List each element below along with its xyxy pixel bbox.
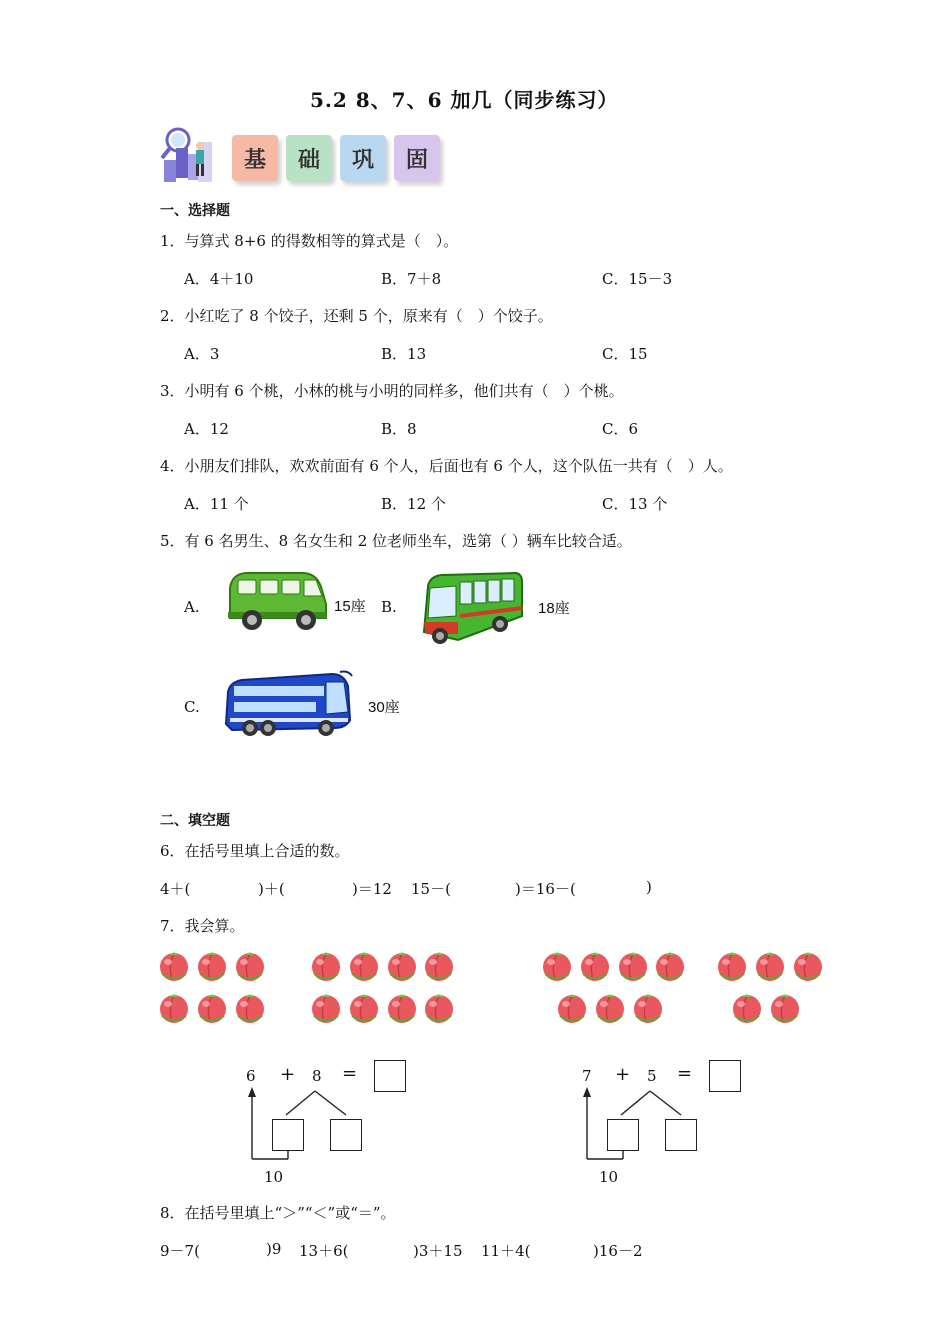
peach-icon [579,950,611,982]
banner-tile-3: 巩 [340,135,386,181]
question-1-option-a: A．4＋10 [184,270,254,288]
peach-icon [386,992,418,1024]
eq2-split-box-right[interactable] [665,1119,697,1151]
question-3-option-a: A．12 [184,420,229,438]
peach-icon [158,992,190,1024]
question-2-option-c: C．15 [602,345,648,363]
peach-icon [234,992,266,1024]
question-6-part-2: )＋( [258,880,285,898]
peach-icon [158,950,190,982]
question-8-part-6: )16－2 [593,1242,643,1260]
eq2-plus: + [615,1064,631,1085]
question-8-part-3: 13＋6( [299,1242,349,1260]
question-5-stem: 5．有 6 名男生、8 名女生和 2 位老师坐车，选第（ ）辆车比较合适。 [160,532,632,550]
peach-icon [386,950,418,982]
question-1-option-c: C．15－3 [602,270,673,288]
question-8-stem: 8．在括号里填上“＞”“＜”或“＝”。 [160,1204,396,1222]
question-3-option-b: B．8 [381,420,417,438]
peach-icon [310,992,342,1024]
question-4-option-c: C．13 个 [602,495,668,513]
peach-icon [196,950,228,982]
green-bus-image [418,568,526,648]
peach-icon [423,992,455,1024]
question-4-stem: 4．小朋友们排队，欢欢前面有 6 个人，后面也有 6 个人，这个队伍一共有（ ）人。 [160,457,733,475]
peach-icon [556,992,588,1024]
peach-icon [731,992,763,1024]
peach-icon [423,950,455,982]
question-8-part-4: )3＋15 [413,1242,463,1260]
peach-icon [541,950,573,982]
question-8-part-5: 11＋4( [481,1242,531,1260]
peach-icon [792,950,824,982]
question-2-option-b: B．13 [381,345,427,363]
peach-icon [769,992,801,1024]
eq2-ten-label: 10 [599,1168,619,1186]
eq2-addend-a: 7 [582,1067,592,1085]
eq1-split-box-left[interactable] [272,1119,304,1151]
question-2-option-a: A．3 [184,345,220,363]
question-4-option-a: A．11 个 [184,495,249,513]
question-5-option-c: C. [184,698,200,716]
peach-icon [594,992,626,1024]
question-3-stem: 3．小明有 6 个桃，小林的桃与小明的同样多，他们共有（ ）个桃。 [160,382,624,400]
question-6-part-3: )＝12 [352,880,392,898]
seat-label-b: 18座 [538,600,570,617]
eq1-addend-b: 8 [312,1067,322,1085]
section-heading-fill: 二、填空题 [160,813,230,829]
seat-label-c: 30座 [368,699,400,716]
question-8-part-2: )9 [266,1240,282,1258]
question-5-option-a: A. [184,598,200,616]
peach-icon [196,992,228,1024]
question-1-stem: 1．与算式 8+6 的得数相等的算式是（ ）。 [160,232,459,250]
eq2-split-box-left[interactable] [607,1119,639,1151]
question-6-part-6: ) [646,878,652,896]
seat-label-a: 15座 [334,598,366,615]
banner-tile-4: 固 [394,135,440,181]
banner-tile-1: 基 [232,135,278,181]
question-1-option-b: B．7＋8 [381,270,442,288]
green-van-image [222,568,330,634]
question-8-part-1: 9－7( [160,1242,200,1260]
peach-icon [234,950,266,982]
question-7-stem: 7．我会算。 [160,917,245,935]
eq2-equals: = [677,1063,693,1084]
peach-icon [617,950,649,982]
question-6-stem: 6．在括号里填上合适的数。 [160,842,350,860]
peach-icon [654,950,686,982]
question-3-option-c: C．6 [602,420,639,438]
question-6-part-1: 4＋( [160,880,191,898]
question-6-part-4: 15－( [411,880,451,898]
page-title: 5.2 8、7、6 加几（同步练习） [310,88,619,112]
section-heading-choice: 一、选择题 [160,203,230,219]
peach-icon [310,950,342,982]
eq1-addend-a: 6 [246,1067,256,1085]
eq1-ten-label: 10 [264,1168,284,1186]
eq1-split-box-right[interactable] [330,1119,362,1151]
banner-magnifier-icon [158,126,222,188]
banner-tile-2: 础 [286,135,332,181]
blue-bus-image [222,668,356,742]
question-2-stem: 2．小红吃了 8 个饺子，还剩 5 个，原来有（ ）个饺子。 [160,307,553,325]
question-4-option-b: B．12 个 [381,495,446,513]
peach-icon [348,950,380,982]
eq1-equals: = [342,1063,358,1084]
question-5-option-b: B. [381,598,397,616]
peach-icon [716,950,748,982]
question-6-part-5: )＝16－( [515,880,576,898]
peach-icon [754,950,786,982]
peach-icon [348,992,380,1024]
eq2-addend-b: 5 [647,1067,657,1085]
eq1-plus: + [280,1064,296,1085]
peach-icon [632,992,664,1024]
